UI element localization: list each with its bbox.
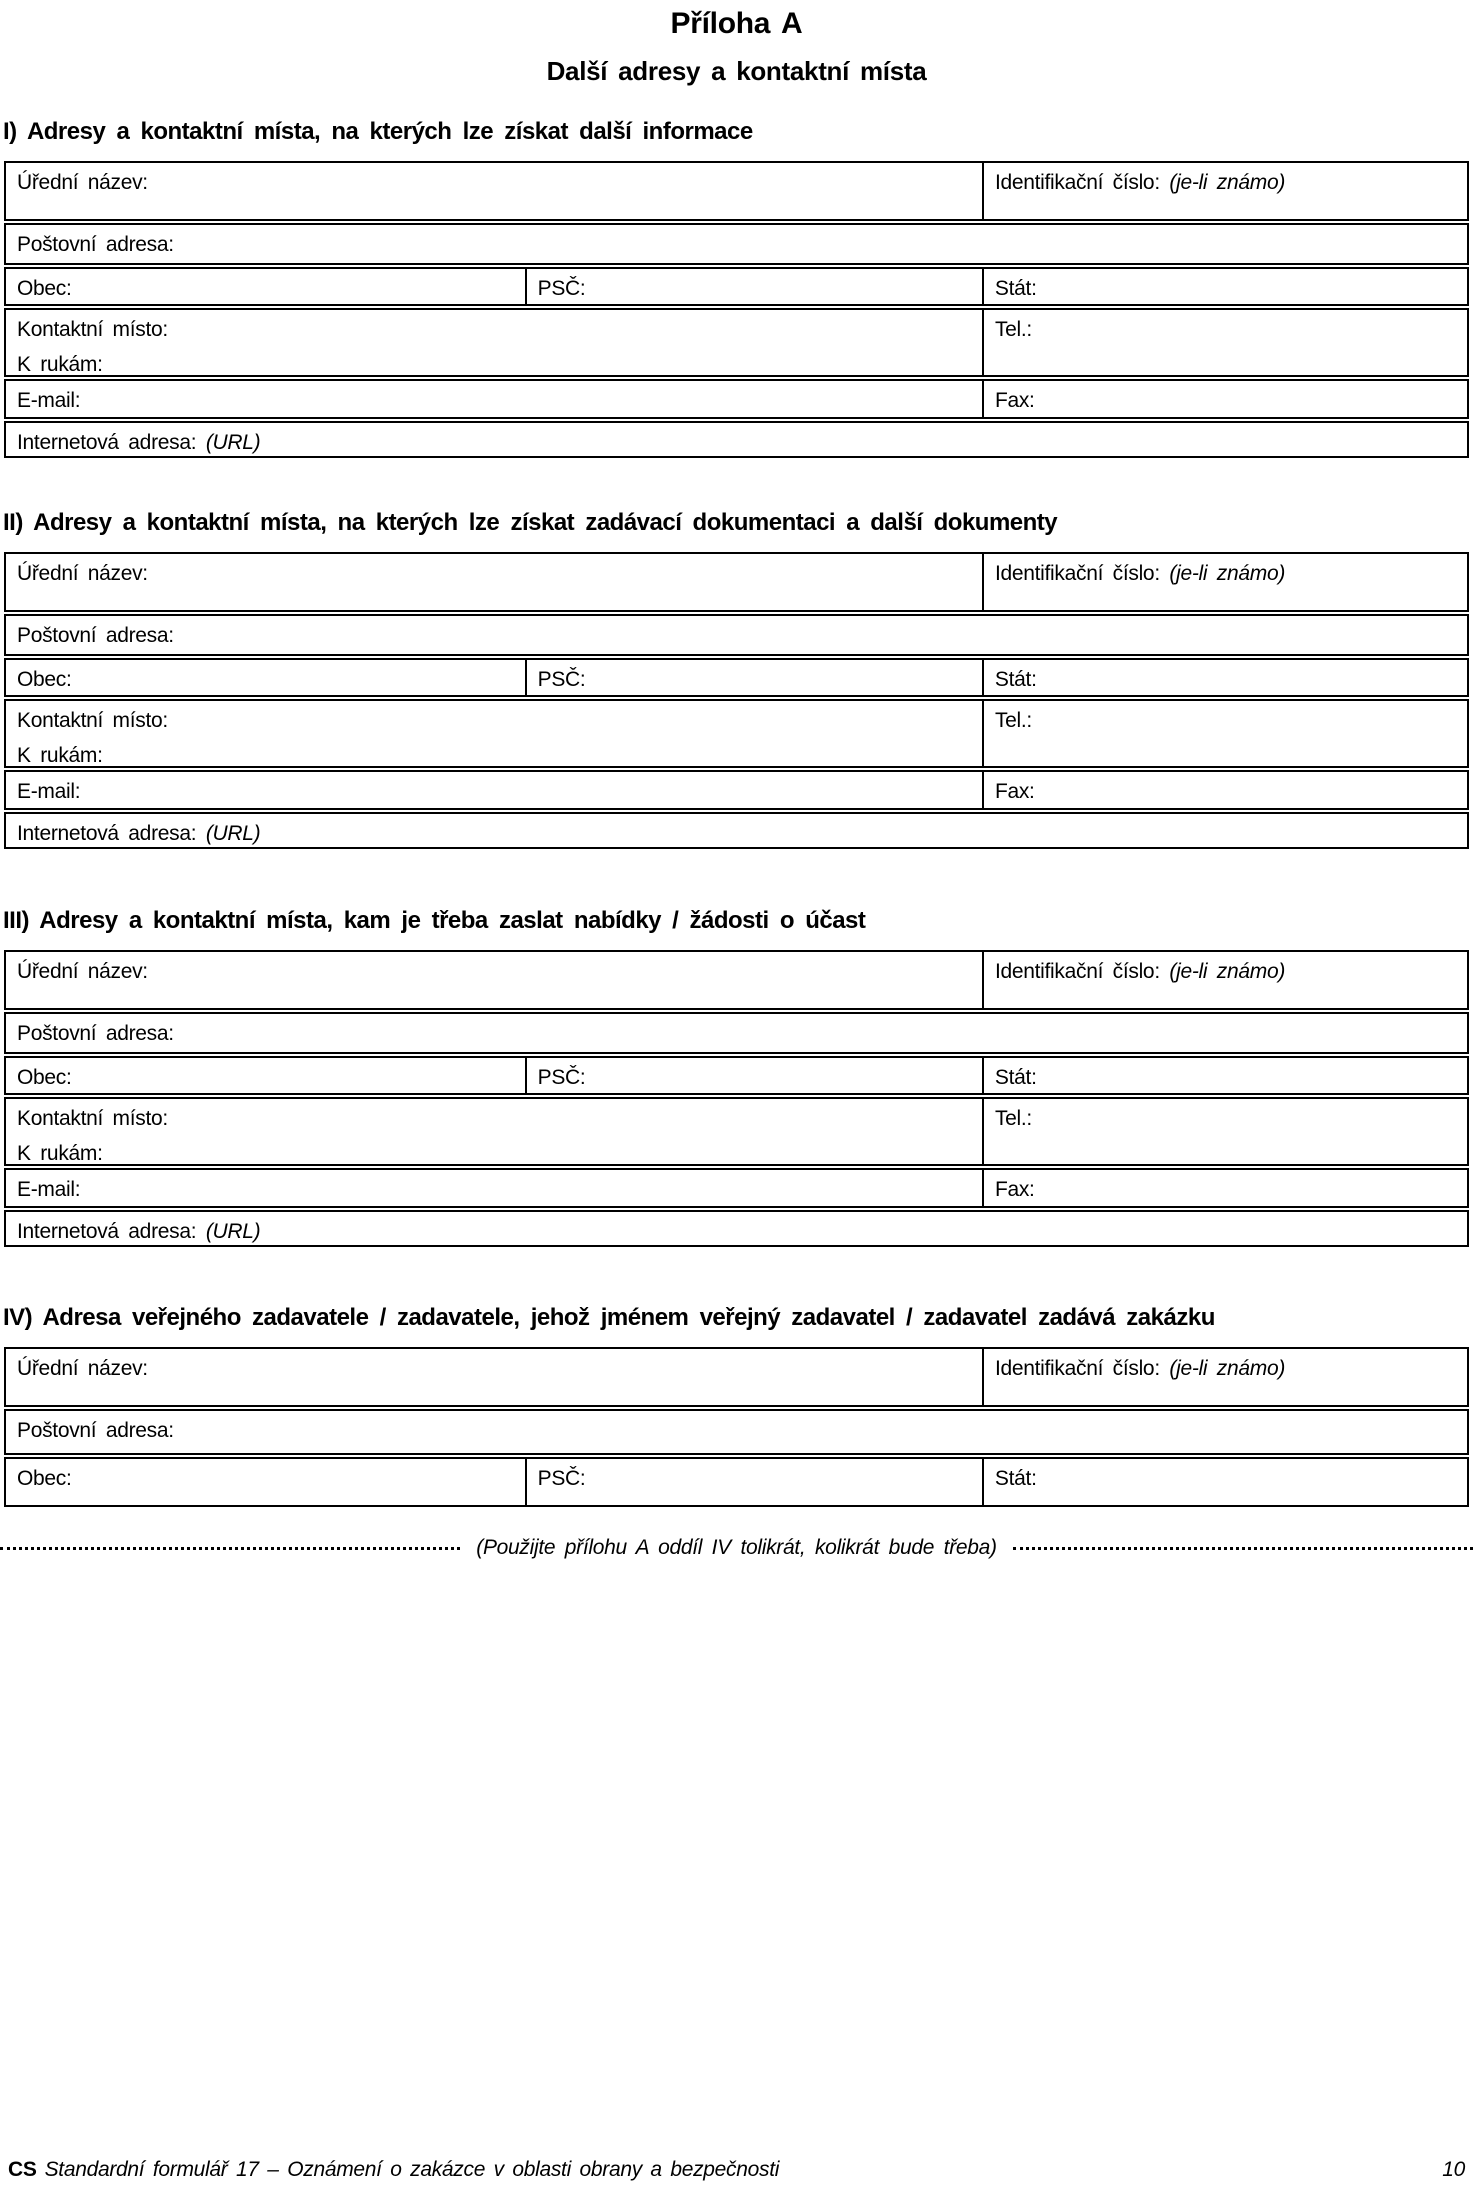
country-cell bbox=[982, 269, 1467, 304]
country-label: Stát: bbox=[994, 1066, 1037, 1089]
tel-label: Tel.: bbox=[994, 1107, 1032, 1130]
section-iv-table bbox=[4, 1347, 1469, 1507]
page-subtitle: Další adresy a kontaktní místa bbox=[546, 56, 927, 86]
town-label: Obec: bbox=[17, 277, 72, 300]
section-i-heading: I) Adresy a kontaktní místa, na kterých lze získat další informace bbox=[3, 118, 753, 145]
table-row-town bbox=[4, 267, 1469, 306]
footer-form-title: Standardní formulář 17 – Oznámení o zakázce v oblasti obrany a bezpečnosti bbox=[44, 2158, 780, 2181]
fax-label: Fax: bbox=[994, 389, 1035, 412]
tel-cell bbox=[982, 1099, 1467, 1164]
table-row-town bbox=[4, 1056, 1469, 1095]
table-row-postal-address bbox=[4, 614, 1469, 656]
dotted-line-left bbox=[0, 1547, 460, 1550]
country-label: Stát: bbox=[994, 668, 1037, 691]
table-row-postal-address bbox=[4, 1012, 1469, 1054]
attention-label: K rukám: bbox=[17, 1142, 103, 1165]
tel-label: Tel.: bbox=[994, 709, 1032, 732]
id-number-cell bbox=[982, 1349, 1467, 1405]
postal-code-label: PSČ: bbox=[537, 668, 586, 691]
internet-address-cell bbox=[6, 814, 1467, 847]
footer-left bbox=[8, 2158, 779, 2182]
email-label: E-mail: bbox=[17, 780, 81, 803]
id-number-cell bbox=[982, 952, 1467, 1008]
fax-label: Fax: bbox=[994, 780, 1035, 803]
fax-cell bbox=[982, 381, 1467, 417]
contact-point-cell bbox=[6, 701, 982, 766]
page-footer bbox=[8, 2158, 1465, 2182]
official-name-cell bbox=[6, 163, 982, 219]
table-row-contact-point bbox=[4, 699, 1469, 768]
tel-cell bbox=[982, 310, 1467, 375]
table-row-town bbox=[4, 1457, 1469, 1507]
official-name-cell bbox=[6, 554, 982, 610]
table-row-contact-point bbox=[4, 1097, 1469, 1166]
postal-address-cell bbox=[6, 616, 1467, 654]
postal-address-cell bbox=[6, 1014, 1467, 1052]
contact-point-label: Kontaktní místo: bbox=[17, 1107, 168, 1130]
section-iv-heading: IV) Adresa veřejného zadavatele / zadavatele, jehož jménem veřejný zadavatel / zadavatel zadává zakázku bbox=[3, 1304, 1215, 1331]
footer-language-code: CS bbox=[8, 2158, 37, 2181]
table-row-internet-address bbox=[4, 421, 1469, 458]
internet-address-cell bbox=[6, 1212, 1467, 1245]
table-row-email bbox=[4, 770, 1469, 810]
id-number-label: Identifikační číslo: bbox=[994, 171, 1160, 194]
email-cell bbox=[6, 772, 982, 808]
fax-label: Fax: bbox=[994, 1178, 1035, 1201]
table-row-internet-address bbox=[4, 812, 1469, 849]
section-iii-heading: III) Adresy a kontaktní místa, kam je třeba zaslat nabídky / žádosti o účast bbox=[3, 907, 866, 934]
postal-code-cell bbox=[525, 1459, 982, 1505]
repeat-note-text: (Použijte přílohu A oddíl IV tolikrát, kolikrát bude třeba) bbox=[476, 1536, 997, 1559]
contact-point-cell bbox=[6, 310, 982, 375]
table-row-official-name bbox=[4, 1347, 1469, 1407]
postal-code-label: PSČ: bbox=[537, 277, 586, 300]
id-number-note: (je-li známo) bbox=[1169, 171, 1286, 194]
internet-address-note: (URL) bbox=[205, 431, 261, 454]
id-number-label: Identifikační číslo: bbox=[994, 1357, 1160, 1380]
email-cell bbox=[6, 1170, 982, 1206]
table-row-official-name bbox=[4, 552, 1469, 612]
postal-address-cell bbox=[6, 1411, 1467, 1453]
postal-address-label: Poštovní adresa: bbox=[17, 1022, 174, 1045]
town-cell bbox=[6, 269, 525, 304]
tel-cell bbox=[982, 701, 1467, 766]
table-row-postal-address bbox=[4, 1409, 1469, 1455]
country-cell bbox=[982, 1459, 1467, 1505]
contact-point-label: Kontaktní místo: bbox=[17, 709, 168, 732]
postal-code-label: PSČ: bbox=[537, 1066, 586, 1089]
id-number-cell bbox=[982, 554, 1467, 610]
page-title: Příloha A bbox=[670, 7, 803, 40]
table-row-postal-address bbox=[4, 223, 1469, 265]
section-repeat-note bbox=[0, 1536, 1473, 1560]
tel-label: Tel.: bbox=[994, 318, 1032, 341]
table-row-internet-address bbox=[4, 1210, 1469, 1247]
table-row-email bbox=[4, 379, 1469, 419]
official-name-label: Úřední název: bbox=[17, 1357, 148, 1380]
fax-cell bbox=[982, 1170, 1467, 1206]
postal-address-label: Poštovní adresa: bbox=[17, 233, 174, 256]
table-row-contact-point bbox=[4, 308, 1469, 377]
section-ii-heading: II) Adresy a kontaktní místa, na kterých lze získat zadávací dokumentaci a další dokumenty bbox=[3, 509, 1058, 536]
town-cell bbox=[6, 1459, 525, 1505]
postal-address-cell bbox=[6, 225, 1467, 263]
id-number-label: Identifikační číslo: bbox=[994, 960, 1160, 983]
contact-point-cell bbox=[6, 1099, 982, 1164]
table-row-email bbox=[4, 1168, 1469, 1208]
table-row-official-name bbox=[4, 161, 1469, 221]
fax-cell bbox=[982, 772, 1467, 808]
postal-address-label: Poštovní adresa: bbox=[17, 1419, 174, 1442]
postal-code-label: PSČ: bbox=[537, 1467, 586, 1490]
postal-address-label: Poštovní adresa: bbox=[17, 624, 174, 647]
country-cell bbox=[982, 1058, 1467, 1093]
table-row-town bbox=[4, 658, 1469, 697]
official-name-cell bbox=[6, 1349, 982, 1405]
id-number-note: (je-li známo) bbox=[1169, 1357, 1286, 1380]
internet-address-cell bbox=[6, 423, 1467, 456]
official-name-label: Úřední název: bbox=[17, 562, 148, 585]
table-row-official-name bbox=[4, 950, 1469, 1010]
country-cell bbox=[982, 660, 1467, 695]
postal-code-cell bbox=[525, 269, 982, 304]
id-number-label: Identifikační číslo: bbox=[994, 562, 1160, 585]
internet-address-label: Internetová adresa: bbox=[17, 431, 197, 454]
dotted-line-right bbox=[1013, 1547, 1473, 1550]
country-label: Stát: bbox=[994, 1467, 1037, 1490]
town-label: Obec: bbox=[17, 1467, 72, 1490]
id-number-note: (je-li známo) bbox=[1169, 960, 1286, 983]
internet-address-note: (URL) bbox=[205, 1220, 261, 1243]
town-label: Obec: bbox=[17, 668, 72, 691]
postal-code-cell bbox=[525, 660, 982, 695]
official-name-label: Úřední název: bbox=[17, 171, 148, 194]
town-cell bbox=[6, 1058, 525, 1093]
attention-label: K rukám: bbox=[17, 353, 103, 376]
contact-point-label: Kontaktní místo: bbox=[17, 318, 168, 341]
official-name-cell bbox=[6, 952, 982, 1008]
country-label: Stát: bbox=[994, 277, 1037, 300]
email-label: E-mail: bbox=[17, 389, 81, 412]
email-label: E-mail: bbox=[17, 1178, 81, 1201]
town-label: Obec: bbox=[17, 1066, 72, 1089]
section-i-table bbox=[4, 161, 1469, 458]
id-number-note: (je-li známo) bbox=[1169, 562, 1286, 585]
email-cell bbox=[6, 381, 982, 417]
section-ii-table bbox=[4, 552, 1469, 849]
postal-code-cell bbox=[525, 1058, 982, 1093]
attention-label: K rukám: bbox=[17, 744, 103, 767]
page-number: 10 bbox=[1442, 2158, 1465, 2181]
section-iii-table bbox=[4, 950, 1469, 1247]
internet-address-label: Internetová adresa: bbox=[17, 1220, 197, 1243]
internet-address-note: (URL) bbox=[205, 822, 261, 845]
official-name-label: Úřední název: bbox=[17, 960, 148, 983]
id-number-cell bbox=[982, 163, 1467, 219]
internet-address-label: Internetová adresa: bbox=[17, 822, 197, 845]
town-cell bbox=[6, 660, 525, 695]
